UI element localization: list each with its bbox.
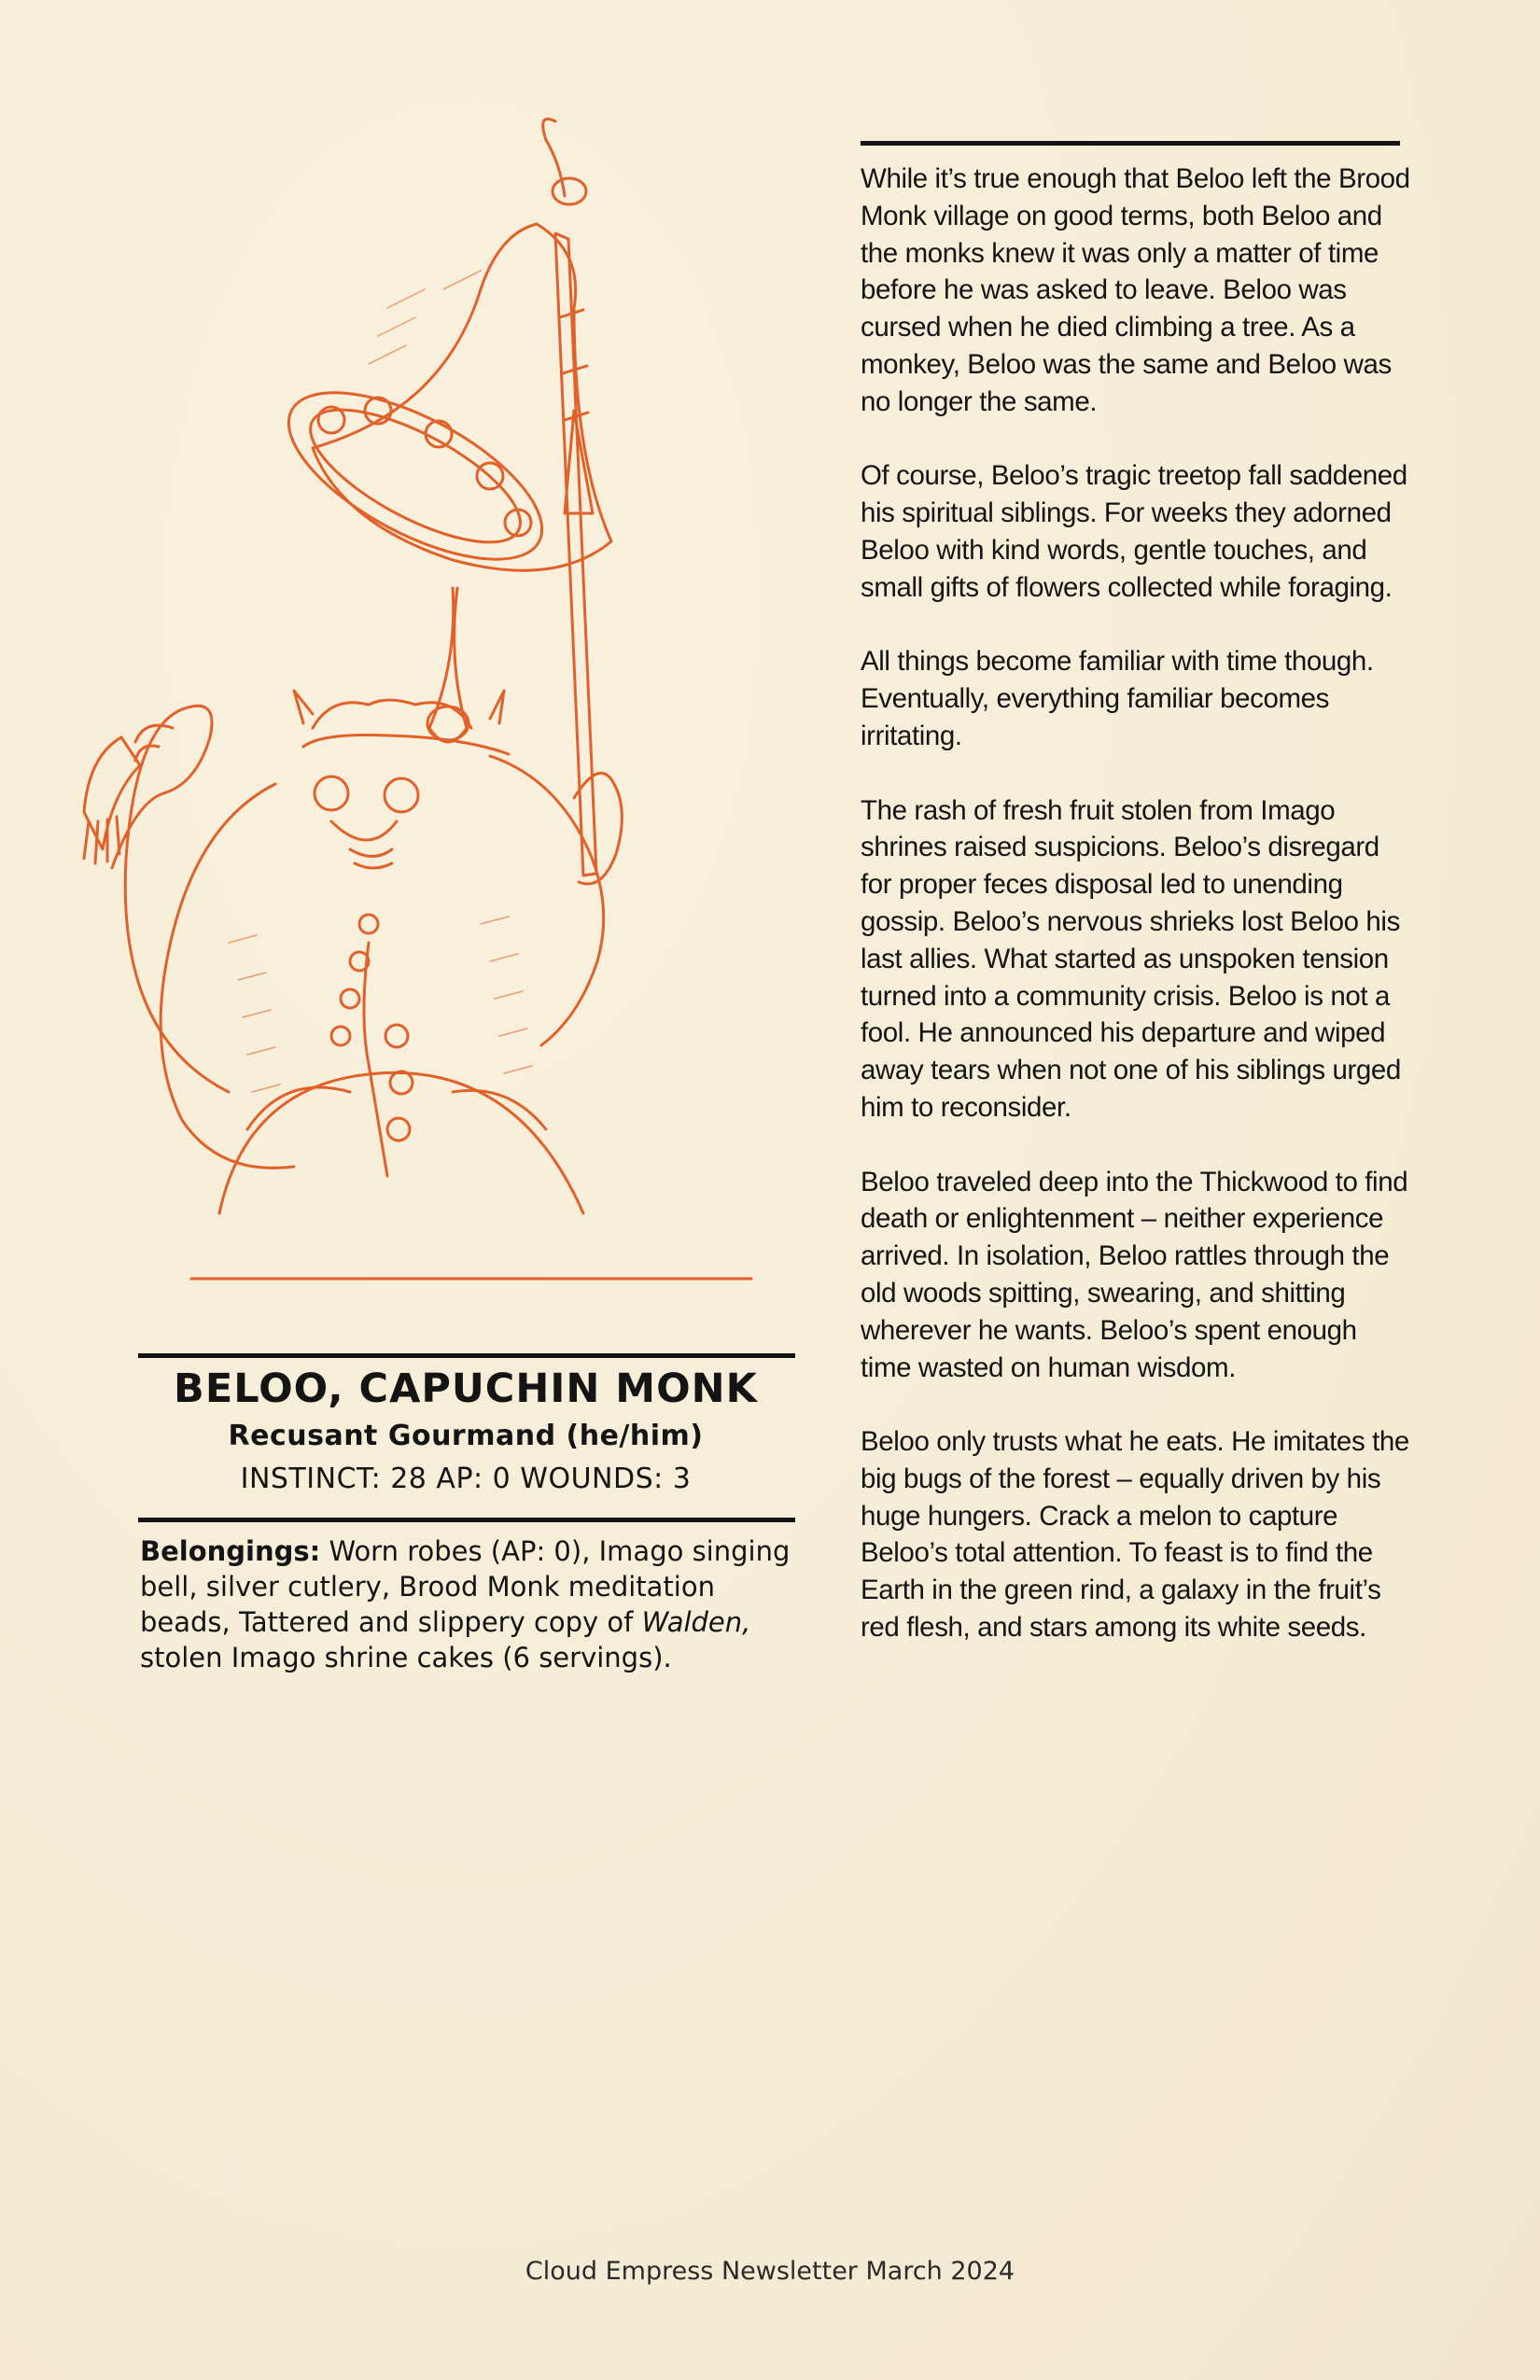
story-paragraph: While it’s true enough that Beloo left the Brood Monk village on good terms, both Beloo and the monks knew it was only a matter of time before he was asked to leave. Beloo was cursed when he died climbing a tree. As a monkey, Beloo was the same and Beloo was no longer the same. [861, 163, 1410, 417]
newsletter-footer: Cloud Empress Newsletter March 2024 [525, 2257, 1015, 2286]
story-paragraph: All things become familiar with time though. Eventually, everything familiar becomes irritating. [861, 646, 1374, 751]
belongings-book-title: Walden, [641, 1606, 751, 1638]
belongings-label: Belongings: [140, 1535, 321, 1567]
monkey-body-icon [161, 691, 751, 1279]
stat-block-bottom-rule [138, 1518, 795, 1522]
monster-subtitle: Recusant Gourmand (he/him) [228, 1420, 704, 1452]
stat-block [138, 1363, 793, 1501]
belongings-text-end: stolen Imago shrine cakes (6 servings). [140, 1642, 672, 1673]
stat-block-top-rule [138, 1353, 795, 1358]
story-paragraph: The rash of fresh fruit stolen from Imago shrines raised suspicions. Beloo’s disregard for proper feces disposal led to unending gossip. Beloo’s nervous shrieks lost Beloo his last allies. What started as unspoken tension turned into a community crisis. Beloo is not a fool. He announced his departure and wiped away tears when not one of his siblings urged him to reconsider. [861, 794, 1401, 1123]
monster-stats: INSTINCT: 28 AP: 0 WOUNDS: 3 [240, 1463, 692, 1495]
capuchin-monk-with-bell-illustration [51, 103, 779, 1363]
story-column [861, 161, 1411, 1684]
story-paragraph: Of course, Beloo’s tragic treetop fall saddened his spiritual siblings. For weeks they adorned Beloo with kind words, gentle touches, and small gifts of flowers collected while foraging. [861, 460, 1407, 603]
story-paragraph: Beloo only trusts what he eats. He imitates the big bugs of the forest – equally driven by his huge hungers. Crack a melon to capture Beloo’s total attention. To feast is to find the Earth in the green rind, a galaxy in the fruit’s red flesh, and stars among its white seeds. [861, 1426, 1409, 1644]
column-top-rule [861, 141, 1400, 146]
tail-icon [112, 706, 229, 1092]
belongings [140, 1533, 793, 1675]
belongings-text: Worn robes (AP: 0), Imago singing bell, silver cutlery, Brood Monk meditation beads, Tattered and slippery copy of [140, 1535, 791, 1638]
monster-name: BELOO, CAPUCHIN MONK [174, 1365, 758, 1412]
story-paragraph: Beloo traveled deep into the Thickwood to find death or enlightenment – neither experience arrived. In isolation, Beloo rattles through the old woods spitting, swearing, and shitting wherever he wants. Beloo’s spent enough time wasted on human wisdom. [861, 1166, 1408, 1383]
